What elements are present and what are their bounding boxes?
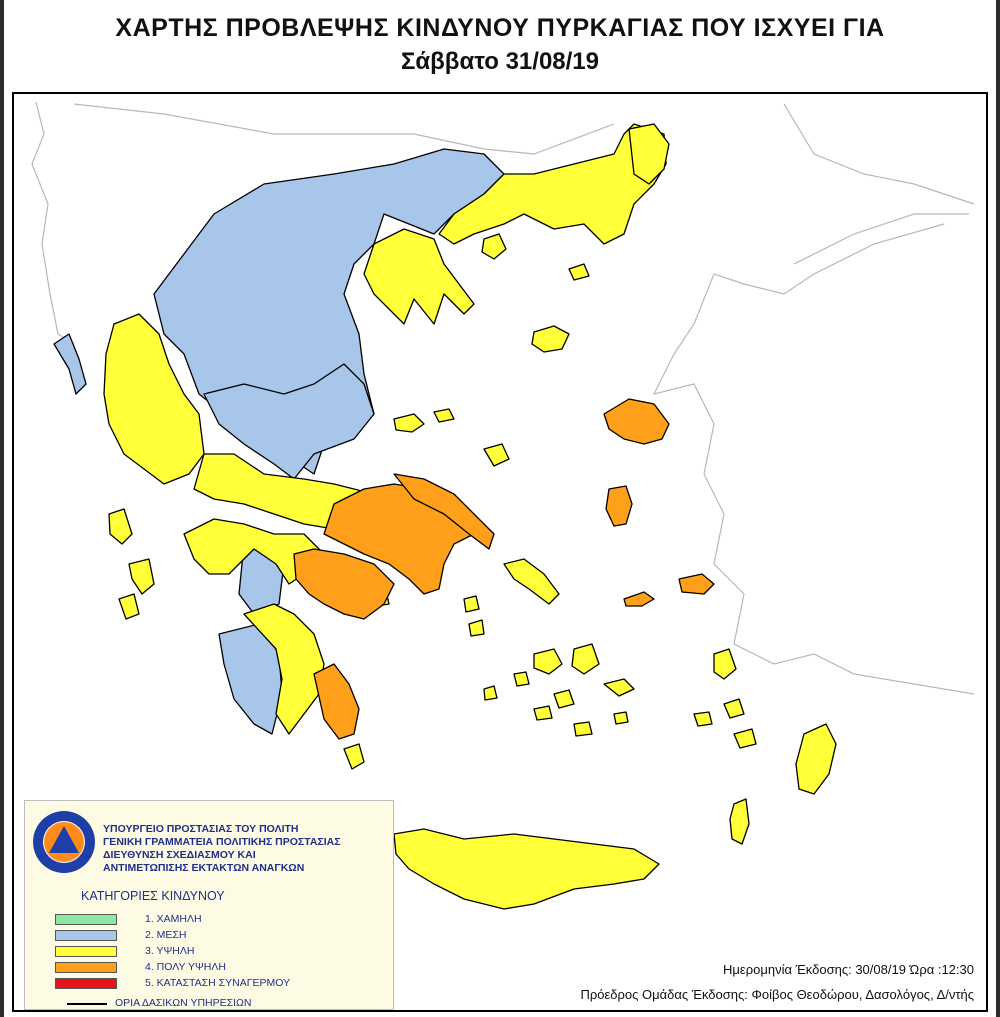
issue-date-time: Ημερομηνία Έκδοσης: 30/08/19 Ώρα :12:30 bbox=[723, 962, 974, 977]
chios-island bbox=[606, 486, 632, 526]
right-edge bbox=[996, 0, 1000, 1017]
legend-swatch-high bbox=[55, 946, 117, 957]
kefalonia-island bbox=[129, 559, 154, 594]
legend-item-low bbox=[55, 913, 355, 926]
turkey-inner-outline bbox=[794, 214, 969, 264]
legend-label-medium: 2. ΜΕΣΗ bbox=[145, 929, 187, 941]
left-edge bbox=[0, 0, 4, 1017]
ministry-line-2: ΓΕΝΙΚΗ ΓΡΑΜΜΑΤΕΙΑ ΠΟΛΙΤΙΚΗΣ ΠΡΟΣΤΑΣΙΑΣ bbox=[103, 836, 341, 848]
corfu-island bbox=[54, 334, 86, 394]
karpathos-island bbox=[730, 799, 749, 844]
legend-label-alarm: 5. ΚΑΤΑΣΤΑΣΗ ΣΥΝΑΓΕΡΜΟΥ bbox=[145, 977, 291, 989]
forest-borders-label: ΟΡΙΑ ΔΑΣΙΚΩΝ ΥΠΗΡΕΣΙΩΝ bbox=[115, 997, 252, 1009]
legend-item-alarm bbox=[55, 977, 355, 990]
legend-label-low: 1. ΧΑΜΗΛΗ bbox=[145, 913, 202, 925]
ministry-line-1: ΥΠΟΥΡΓΕΙΟ ΠΡΟΣΤΑΣΙΑΣ ΤΟΥ ΠΟΛΙΤΗ bbox=[103, 823, 299, 835]
kea-kythnos-islands bbox=[464, 596, 484, 636]
ministry-header bbox=[103, 823, 341, 875]
skyros-island bbox=[484, 444, 509, 466]
rhodes-island bbox=[796, 724, 836, 794]
sporades-islands bbox=[394, 409, 454, 432]
dodecanese-islands bbox=[694, 649, 756, 748]
civil-protection-seal bbox=[31, 809, 97, 875]
legend-item-medium bbox=[55, 929, 355, 942]
legend-swatch-low bbox=[55, 914, 117, 925]
legend-label-high: 3. ΥΨΗΛΗ bbox=[145, 945, 195, 957]
cyclades-islands bbox=[484, 644, 634, 736]
samothraki-island bbox=[569, 264, 589, 280]
legend-item-forest-borders bbox=[55, 997, 375, 1009]
legend-item-high bbox=[55, 945, 355, 958]
laconia-region bbox=[314, 664, 359, 739]
legend-swatch-medium bbox=[55, 930, 117, 941]
legend-swatch-very-high bbox=[55, 962, 117, 973]
risk-categories-title: ΚΑΤΗΓΟΡΙΕΣ ΚΙΝΔΥΝΟΥ bbox=[81, 889, 225, 903]
kythira-island bbox=[344, 744, 364, 769]
albania-outline bbox=[32, 102, 74, 344]
lefkada-island bbox=[109, 509, 132, 544]
chalkidiki-region bbox=[364, 229, 474, 324]
zakynthos-island bbox=[119, 594, 139, 619]
forecast-date: Σάββατο 31/08/19 bbox=[401, 48, 599, 75]
ministry-line-4: ΑΝΤΙΜΕΤΩΠΙΣΗΣ ΕΚΤΑΚΤΩΝ ΑΝΑΓΚΩΝ bbox=[103, 862, 305, 874]
samos-island bbox=[679, 574, 714, 594]
issuing-committee-chair: Πρόεδρος Ομάδας Έκδοσης: Φοίβος Θεοδώρου, Δασολόγος, Δ/ντής bbox=[580, 987, 974, 1002]
map-frame bbox=[12, 92, 988, 1012]
legend-swatch-alarm bbox=[55, 978, 117, 989]
forest-border-line-sample bbox=[67, 1003, 107, 1005]
ikaria-island bbox=[624, 592, 654, 606]
legend-item-very-high bbox=[55, 961, 355, 974]
legend-panel bbox=[24, 800, 394, 1010]
lemnos-island bbox=[532, 326, 569, 352]
map-title: ΧΑΡΤΗΣ ΠΡΟΒΛΕΨΗΣ ΚΙΝΔΥΝΟΥ ΠΥΡΚΑΓΙΑΣ ΠΟΥ ΙΣΧΥΕΙ ΓΙΑ bbox=[115, 14, 885, 42]
crete-island bbox=[394, 829, 659, 909]
northern-border-outline bbox=[74, 104, 614, 154]
legend-label-very-high: 4. ΠΟΛΥ ΥΨΗΛΗ bbox=[145, 961, 226, 973]
turkey-coast-outline bbox=[654, 104, 974, 694]
andros-tinos-islands bbox=[504, 559, 559, 604]
thasos-island bbox=[482, 234, 506, 259]
ministry-line-3: ΔΙΕΥΘΥΝΣΗ ΣΧΕΔΙΑΣΜΟΥ ΚΑΙ bbox=[103, 849, 256, 861]
lesvos-island bbox=[604, 399, 669, 444]
